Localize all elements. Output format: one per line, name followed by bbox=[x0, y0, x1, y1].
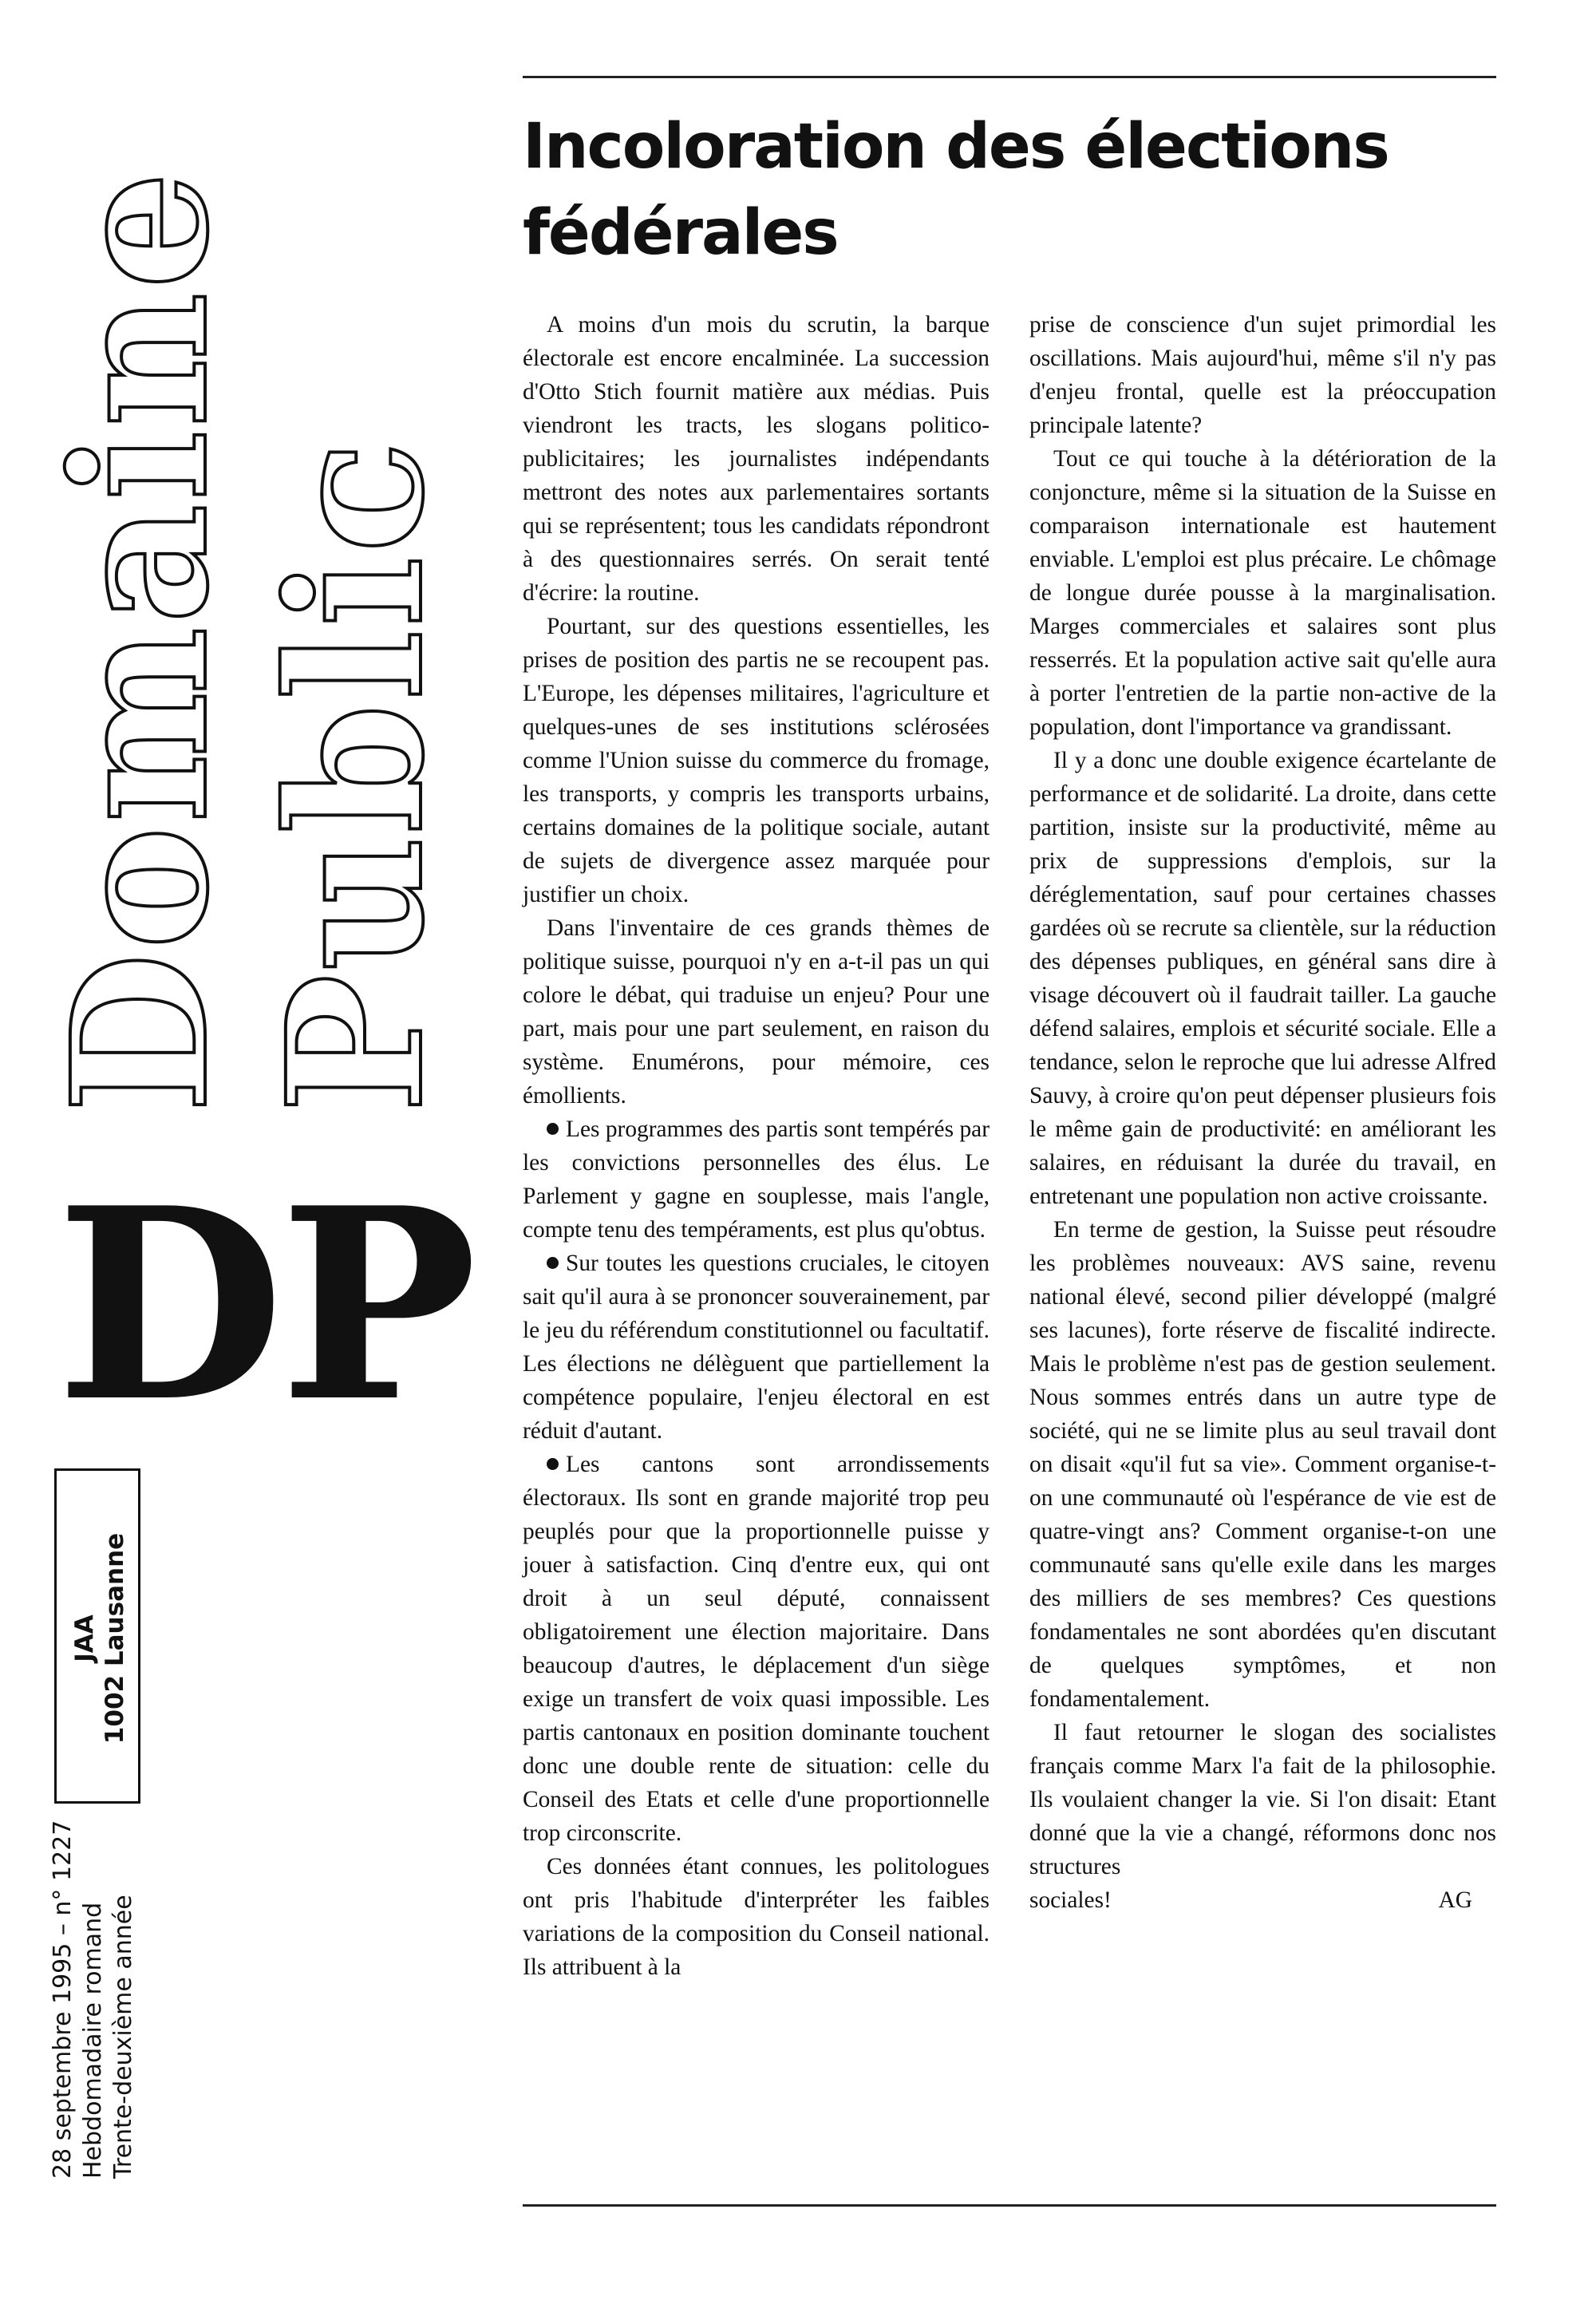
paragraph: Pourtant, sur des questions essentielles, les prises de position des partis ne se recoupent pas. L'Europe, les dépenses militaires, l'agriculture et quelques-unes de ses institutions sclérosées comme l'Union suisse du commerce du fromage, les transports, y compris les transports urbains, certains domaines de la politique sociale, autant de sujets de divergence assez marquée pour justifier un choix. bbox=[523, 614, 990, 907]
closing-line bbox=[1029, 1883, 1496, 1917]
issue-info bbox=[48, 1796, 139, 2179]
dp-logo: DP bbox=[56, 1150, 473, 1460]
bullet-paragraph: Les programmes des partis sont tempérés par les convictions personnelles des élus. Le Parlement y gagne en souplesse, mais l'angle, compte tenu des tempéraments, est plus qu'obtus. bbox=[523, 1112, 990, 1247]
masthead-word-domaine: Domaine bbox=[31, 168, 249, 1113]
postal-text bbox=[69, 1487, 130, 1790]
paragraph: A moins d'un mois du scrutin, la barque électorale est encore encalminée. La succession d'Otto Stich fournit matière aux médias. Puis viendront les tracts, les slogans politico-publicitaires; les journalistes indépendants mettront des notes aux parlementaires sortants qui se représentent; tous les candidats répondront à des questionnaires serrés. On serait tenté d'écrire: la routine. bbox=[523, 312, 990, 606]
issue-date: 28 septembre 1995 – n° 1227 bbox=[49, 1820, 77, 2179]
closing-word: sociales! bbox=[1029, 1887, 1112, 1913]
paragraph: Ces données étant connues, les politologues ont pris l'habitude d'interpréter les faibles variations de la composition du Conseil national. Ils attribuent à la bbox=[523, 1854, 990, 1980]
article-column-left bbox=[523, 308, 990, 1984]
bullet-paragraph: Les cantons sont arrondissements électoraux. Ils sont en grande majorité trop peu peuplés pour que la proportionnelle puisse y jouer à satisfaction. Cinq d'entre eux, qui ont droit à un seul député, connaissent obligatoirement une élection majoritaire. Dans beaucoup d'autres, le déplacement d'un siège exige un transfert de voix quasi impossible. Les partis cantonaux en position dominante touchent donc une double rente de situation: celle du Conseil des Etats et celle d'une proportionnelle trop circonscrite. bbox=[523, 1448, 990, 1850]
postal-line-jaa: JAA bbox=[70, 1614, 99, 1662]
postal-line-city: 1002 Lausanne bbox=[101, 1532, 129, 1745]
article-column-right bbox=[1029, 308, 1496, 1917]
paragraph: En terme de gestion, la Suisse peut résoudre les problèmes nouveaux: AVS saine, revenu national élevé, second pilier développé (malgré ses lacunes), forte réserve de fiscalité indirecte. Mais le problème n'est pas de gestion seulement. Nous sommes entrés dans un autre type de société, qui ne se limite plus au seul travail dont on disait «qu'il fut sa vie». Comment organise-t-on une communauté où l'espérance de vie est de quatre-vingt ans? Comment organise-t-on une communauté sans qu'elle exile dans les marges des milliers de ses membres? Ces questions fondamentales ne sont abordées qu'en discutant de quelques symptômes, et non fondamentalement. bbox=[1029, 1217, 1496, 1712]
top-rule bbox=[523, 76, 1496, 78]
postal-box bbox=[54, 1468, 140, 1804]
masthead-word-public: Public bbox=[247, 437, 464, 1113]
bottom-rule bbox=[523, 2204, 1496, 2207]
paragraph: Tout ce qui touche à la détérioration de la conjoncture, même si la situation de la Suisse en comparaison internationale est hautement enviable. L'emploi est plus précaire. Le chômage de longue durée pousse à la marginalisation. Marges commerciales et salaires sont plus resserrés. Et la population active sait qu'elle aura à porter l'entretien de la partie non-active de la population, dont l'importance va grandissant. bbox=[1029, 446, 1496, 740]
bullet-paragraph: Sur toutes les questions cruciales, le citoyen sait qu'il aura à se prononcer souverainement, par le jeu du référendum constitutionnel ou facultatif. Les élections ne délèguent que partiellement la compétence populaire, l'enjeu électoral en est réduit d'autant. bbox=[523, 1247, 990, 1448]
paragraph-continuation: prise de conscience d'un sujet primordial les oscillations. Mais aujourd'hui, même s'il n'y pas d'enjeu frontal, quelle est la préoccupation principale latente? bbox=[1029, 312, 1496, 438]
issue-type: Hebdomadaire romand bbox=[79, 1902, 107, 2179]
paragraph: Dans l'inventaire de ces grands thèmes de politique suisse, pourquoi n'y en a-t-il pas un qui colore le débat, qui traduise un enjeu? Pour une part, mais pour une part seulement, en raison du système. Enumérons, pour mémoire, ces émollients. bbox=[523, 915, 990, 1109]
author-signature: AG bbox=[1438, 1887, 1472, 1913]
paragraph: Il faut retourner le slogan des socialistes français comme Marx l'a fait de la philosophie. Ils voulaient changer la vie. Si l'on disait: Etant donné que la vie a changé, réformons donc nos structures bbox=[1029, 1720, 1496, 1879]
article-title: Incoloration des élections fédérales bbox=[523, 111, 1389, 269]
issue-year: Trente-deuxième année bbox=[109, 1895, 137, 2179]
paragraph: Il y a donc une double exigence écartelante de performance et de solidarité. La droite, dans cette partition, insiste sur la productivité, même au prix de suppressions d'emplois, sur la déréglementation, sauf pour certaines chasses gardées où se recrute sa clientèle, sur la réduction des dépenses publiques, en général sans dire à visage découvert où il faudrait tailler. La gauche défend salaires, emplois et sécurité sociale. Elle a tendance, selon le reproche que lui adresse Alfred Sauvy, à croire qu'on peut dépenser plusieurs fois le même gain de productivité: en améliorant les salaires, en réduisant la durée du travail, en entretenant une population non active croissante. bbox=[1029, 748, 1496, 1209]
